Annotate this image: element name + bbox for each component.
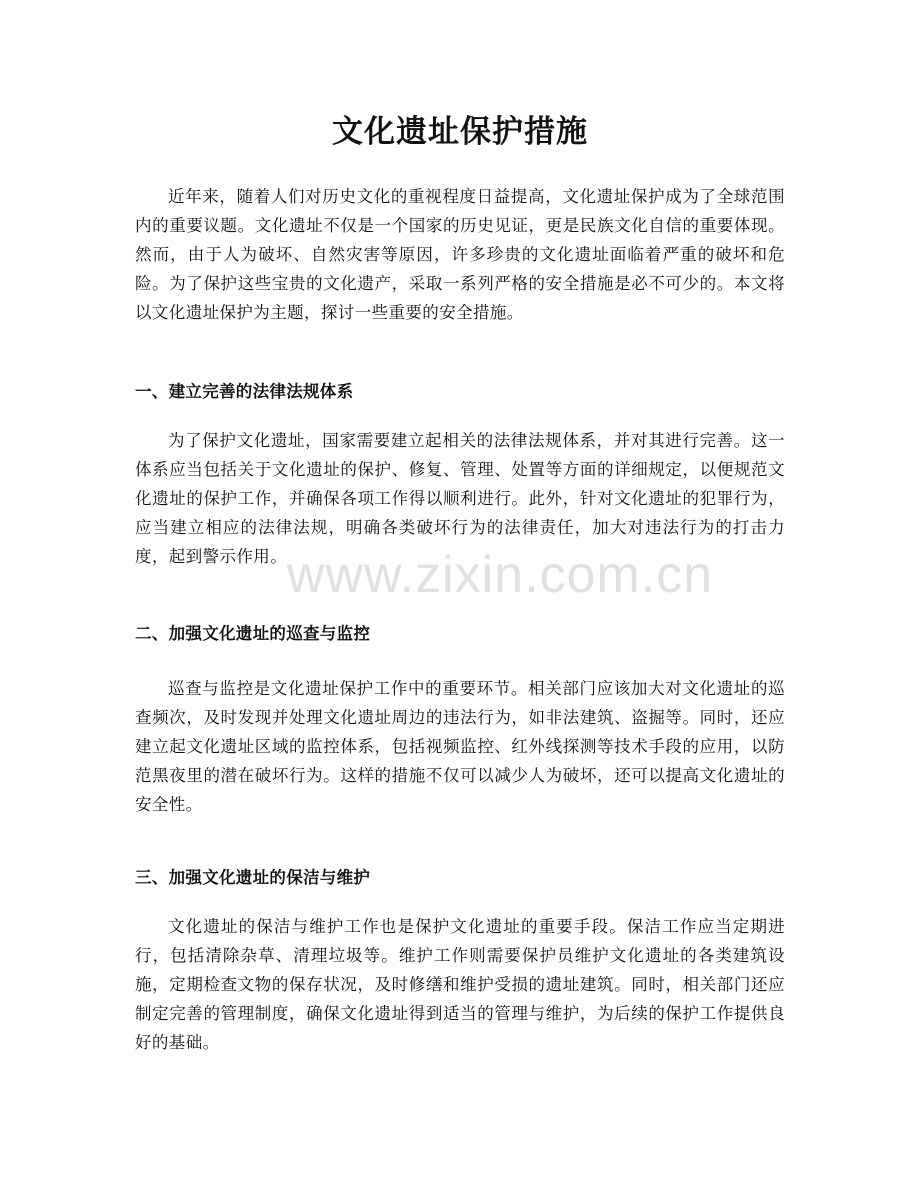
- section-heading-cleaning-maintenance: 三、加强文化遗址的保洁与维护: [135, 868, 371, 887]
- section-body-patrol-monitoring: 巡查与监控是文化遗址保护工作中的重要环节。相关部门应该加大对文化遗址的巡查频次，及时发现并处理文化遗址周边的违法行为，如非法建筑、盗掘等。同时，还应建立起文化遗址区域的监控体系，包括视频监控、红外线探测等技术手段的应用，以防范黑夜里的潜在破坏行为。这样的措施不仅可以减少人为破坏，还可以提高文化遗址的安全性。: [135, 679, 785, 814]
- section-body-cleaning-maintenance: 文化遗址的保洁与维护工作也是保护文化遗址的重要手段。保洁工作应当定期进行，包括清除杂草、清理垃圾等。维护工作则需要保护员维护文化遗址的各类建筑设施，定期检查文物的保存状况，及时修缮和维护受损的遗址建筑。同时，相关部门还应制定完善的管理制度，确保文化遗址得到适当的管理与维护，为后续的保护工作提供良好的基础。: [135, 917, 785, 1052]
- intro-paragraph: 近年来，随着人们对历史文化的重视程度日益提高，文化遗址保护成为了全球范围内的重要议题。文化遗址不仅是一个国家的历史见证，更是民族文化自信的重要体现。然而，由于人为破坏、自然灾害等原因，许多珍贵的文化遗址面临着严重的破坏和危险。为了保护这些宝贵的文化遗产，采取一系列严格的安全措施是必不可少的。本文将以文化遗址保护为主题，探讨一些重要的安全措施。: [135, 187, 785, 322]
- section-body-legal-system: 为了保护文化遗址，国家需要建立起相关的法律法规体系，并对其进行完善。这一体系应当包括关于文化遗址的保护、修复、管理、处置等方面的详细规定，以便规范文化遗址的保护工作，并确保各项工作得以顺利进行。此外，针对文化遗址的犯罪行为，应当建立相应的法律法规，明确各类破坏行为的法律责任，加大对违法行为的打击力度，起到警示作用。: [135, 431, 785, 566]
- section-heading-patrol-monitoring: 二、加强文化遗址的巡查与监控: [135, 624, 371, 643]
- watermark: www.zixin.com.cn: [286, 546, 714, 604]
- section-heading-legal-system: 一、建立完善的法律法规体系: [135, 382, 354, 401]
- document-title: 文化遗址保护措施: [332, 114, 588, 150]
